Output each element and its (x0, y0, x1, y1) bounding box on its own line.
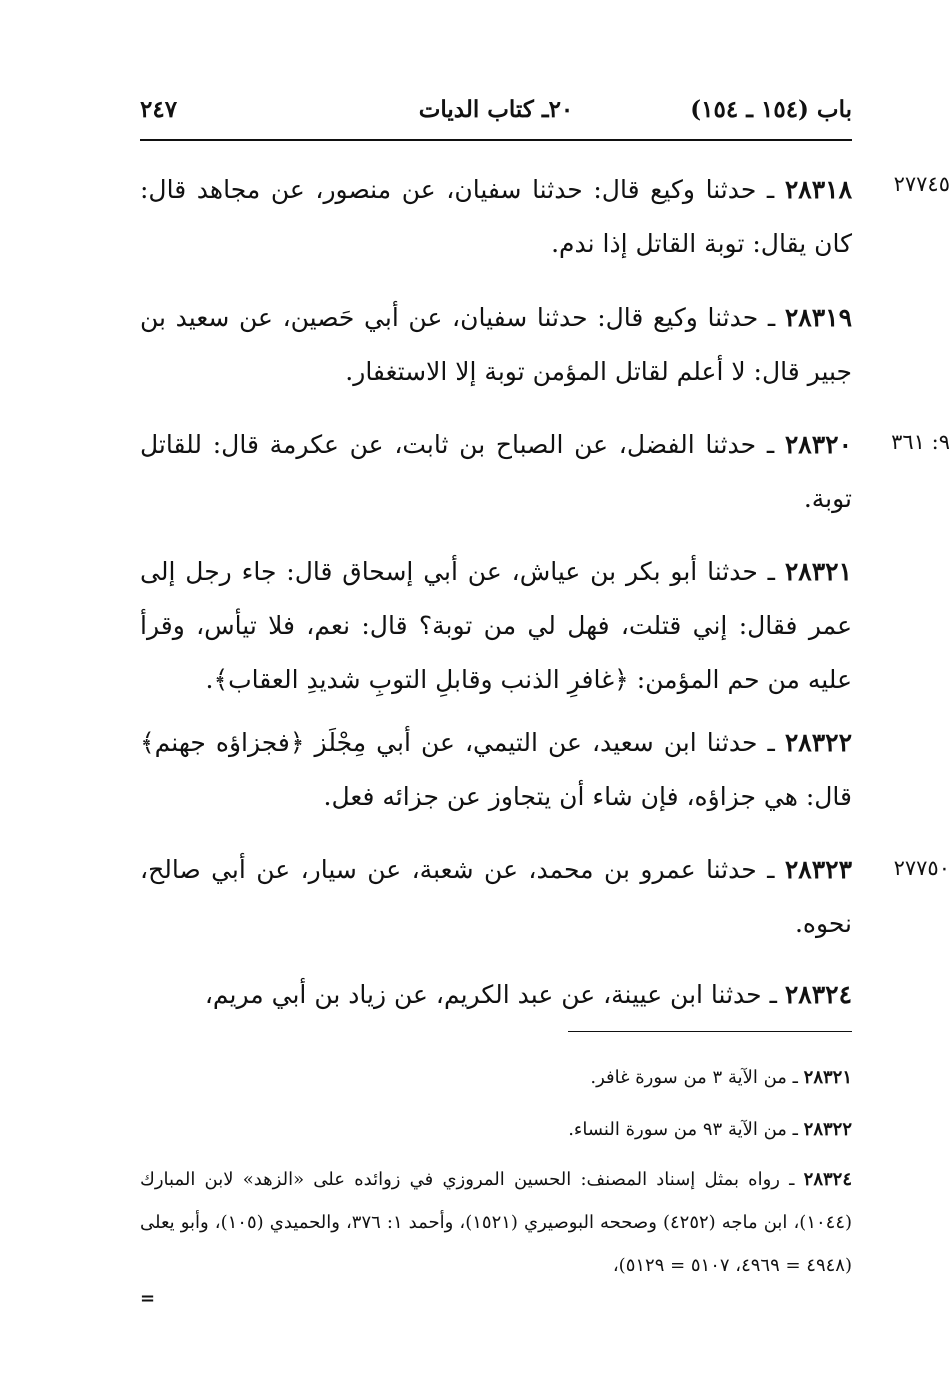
hadith-entry (140, 418, 852, 526)
entry-text: ـ حدثنا وكيع قال: حدثنا سفيان، عن أبي حَصين، عن سعيد بن جبير قال: لا أعلم لقاتل المؤمن توبة إلا الاستغفار. (140, 303, 852, 386)
book-title: ٢٠ـ كتاب الديات (418, 96, 574, 123)
page-number: ٢٤٧ (140, 96, 178, 123)
entry-text: ـ حدثنا ابن سعيد، عن التيمي، عن أبي مِجْلَز ﴿فجزاؤه جهنم﴾ قال: هي جزاؤه، فإن شاء أن يتجاوز عن جزائه فعل. (140, 728, 852, 811)
entry-number: ٢٨٣٢٠ (784, 430, 852, 459)
footnote-number: ٢٨٣٢١ (803, 1067, 852, 1088)
hadith-entry (140, 545, 852, 707)
footnote (140, 1108, 852, 1151)
entry-number: ٢٨٣٢٢ (784, 728, 852, 757)
entry-number: ٢٨٣٢٤ (784, 980, 852, 1009)
hadith-entry (140, 163, 852, 271)
footnote-number: ٢٨٣٢٢ (803, 1119, 852, 1140)
entry-text: ـ حدثنا ابن عيينة، عن عبد الكريم، عن زياد بن أبي مريم، (204, 980, 785, 1009)
entry-number: ٢٨٣٢١ (784, 557, 852, 586)
entry-text: ـ حدثنا وكيع قال: حدثنا سفيان، عن منصور، عن مجاهد قال: كان يقال: توبة القاتل إذا ندم. (140, 175, 852, 258)
footnote-text: ـ رواه بمثل إسناد المصنف: الحسين المروزي في زوائده على «الزهد» لابن المبارك (١٠٤٤)، ابن ماجه (٤٢٥٢) وصححه البوصيري (١٥٢١)، وأحمد ١: ٣٧٦، والحميدي (١٠٥)، وأبو يعلى (٤٩٤٨ = ٤٩٦٩، ٥١٠٧ = ٥١٢٩)، (140, 1169, 853, 1276)
chapter-heading: باب (١٥٤ ـ ١٥٤) (690, 96, 852, 123)
margin-reference: ٢٧٧٥٠ (893, 856, 950, 880)
footnote-text: ـ من الآية ٣ من سورة غافر. (590, 1067, 804, 1088)
hadith-entry (140, 716, 852, 824)
entry-text: ـ حدثنا عمرو بن محمد، عن شعبة، عن سيار، عن أبي صالح، نحوه. (140, 855, 852, 938)
margin-reference: ٩: ٣٦١ (891, 430, 950, 454)
footnote-text: ـ من الآية ٩٣ من سورة النساء. (568, 1119, 804, 1140)
margin-reference: ٢٧٧٤٥ (893, 172, 950, 196)
continuation-mark: = (140, 1288, 156, 1309)
hadith-entry (140, 843, 852, 951)
hadith-entry (140, 968, 852, 1022)
entry-text: ـ حدثنا الفضل، عن الصباح بن ثابت، عن عكرمة قال: للقاتل توبة. (140, 430, 852, 513)
footnote-number: ٢٨٣٢٤ (803, 1169, 852, 1190)
footnote-divider (568, 1031, 852, 1032)
hadith-entry (140, 291, 852, 399)
running-header (140, 96, 852, 132)
entry-number: ٢٨٣١٨ (784, 175, 852, 204)
entry-number: ٢٨٣٢٣ (784, 855, 852, 884)
footnote (140, 1056, 852, 1099)
entry-text: ـ حدثنا أبو بكر بن عياش، عن أبي إسحاق قال: جاء رجل إلى عمر فقال: إني قتلت، فهل لي من توبة؟ قال: نعم، فلا تيأس، وقرأ عليه من حم المؤمن: ﴿غافرِ الذنب وقابلِ التوبِ شديدِ العقاب﴾. (140, 557, 852, 694)
header-divider (140, 139, 852, 141)
entry-number: ٢٨٣١٩ (784, 303, 852, 332)
footnote (140, 1158, 852, 1287)
